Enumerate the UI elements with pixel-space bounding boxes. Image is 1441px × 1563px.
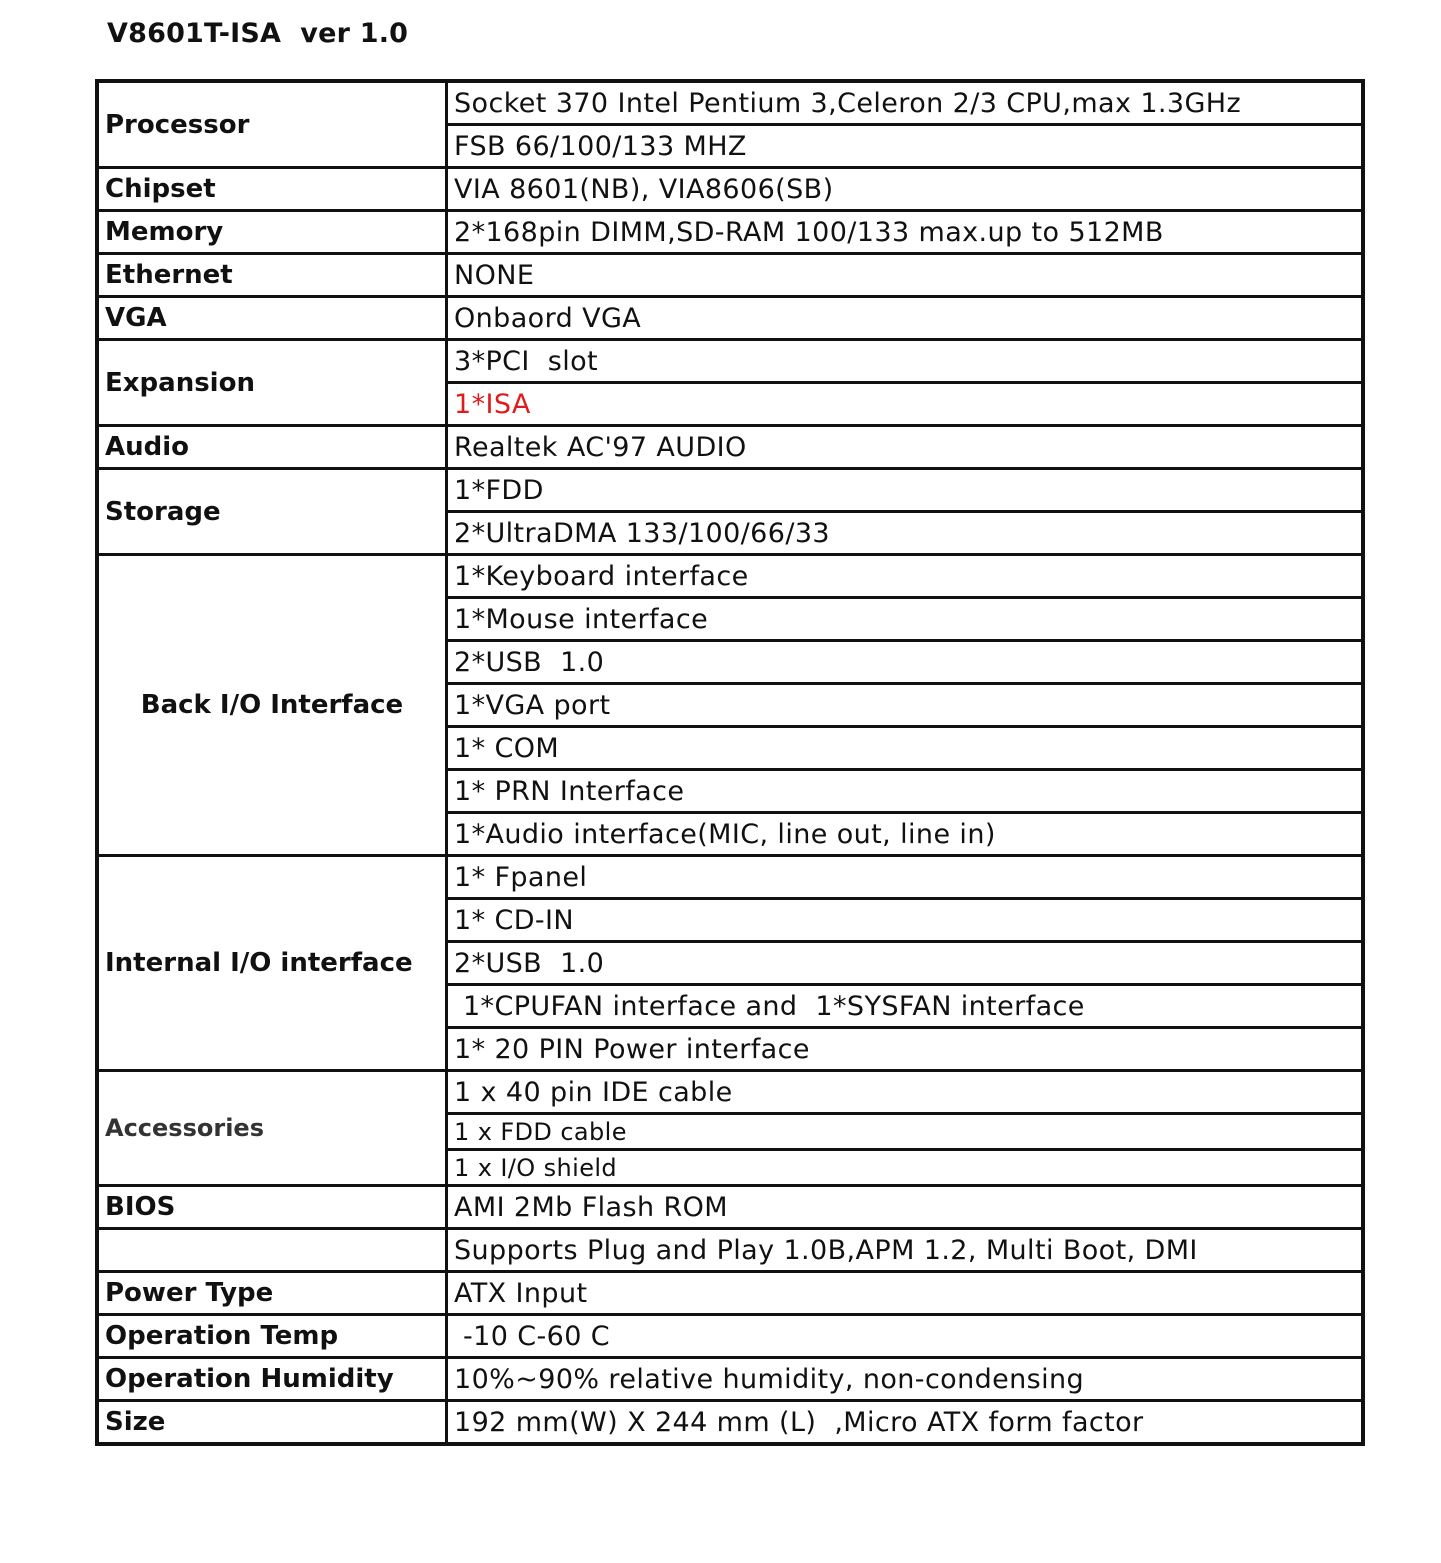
row-value: AMI 2Mb Flash ROM [447, 1186, 1364, 1229]
row-label-empty [97, 1229, 447, 1272]
table-row [97, 1186, 1363, 1229]
row-value: -10 C-60 C [447, 1315, 1364, 1358]
row-label-expansion: Expansion [97, 340, 447, 426]
row-value: Onbaord VGA [447, 297, 1364, 340]
row-label-audio: Audio [97, 426, 447, 469]
row-label-processor: Processor [97, 81, 447, 168]
document-title: V8601T-ISA ver 1.0 [107, 18, 409, 49]
row-value: 1 x 40 pin IDE cable [447, 1071, 1364, 1114]
row-value: 1*VGA port [447, 684, 1364, 727]
row-value: 2*168pin DIMM,SD-RAM 100/133 max.up to 512MB [447, 211, 1364, 254]
row-value: 192 mm(W) X 244 mm (L) ,Micro ATX form factor [447, 1401, 1364, 1445]
table-row [97, 1229, 1363, 1272]
row-value: 1* Fpanel [447, 856, 1364, 899]
row-label-operation-humidity: Operation Humidity [97, 1358, 447, 1401]
row-value: 1*FDD [447, 469, 1364, 512]
row-value: 1*Keyboard interface [447, 555, 1364, 598]
row-value: ATX Input [447, 1272, 1364, 1315]
row-label-memory: Memory [97, 211, 447, 254]
row-label-internal-io: Internal I/O interface [97, 856, 447, 1071]
table-row [97, 297, 1363, 340]
table-row [97, 1071, 1363, 1114]
row-label-operation-temp: Operation Temp [97, 1315, 447, 1358]
table-row [97, 254, 1363, 297]
row-value: 1* CD-IN [447, 899, 1364, 942]
table-row [97, 81, 1363, 125]
row-label-storage: Storage [97, 469, 447, 555]
row-label-bios: BIOS [97, 1186, 447, 1229]
row-value-highlight: 1*ISA [447, 383, 1364, 426]
table-row [97, 168, 1363, 211]
row-value: NONE [447, 254, 1364, 297]
row-value: Supports Plug and Play 1.0B,APM 1.2, Multi Boot, DMI [447, 1229, 1364, 1272]
row-value: FSB 66/100/133 MHZ [447, 125, 1364, 168]
table-row [97, 426, 1363, 469]
row-value: Socket 370 Intel Pentium 3,Celeron 2/3 CPU,max 1.3GHz [447, 81, 1364, 125]
row-value: 1*Mouse interface [447, 598, 1364, 641]
table-row [97, 1272, 1363, 1315]
row-label-size: Size [97, 1401, 447, 1445]
row-label-back-io: Back I/O Interface [97, 555, 447, 856]
row-label-power-type: Power Type [97, 1272, 447, 1315]
row-value: 1 x FDD cable [447, 1114, 1364, 1150]
row-label-chipset: Chipset [97, 168, 447, 211]
table-row [97, 555, 1363, 598]
table-row [97, 211, 1363, 254]
row-value: 1* 20 PIN Power interface [447, 1028, 1364, 1071]
table-row [97, 469, 1363, 512]
row-value: Realtek AC'97 AUDIO [447, 426, 1364, 469]
row-value: 1*Audio interface(MIC, line out, line in) [447, 813, 1364, 856]
spec-table [95, 79, 1365, 1446]
table-row [97, 340, 1363, 383]
row-value: 2*UltraDMA 133/100/66/33 [447, 512, 1364, 555]
row-value: 1 x I/O shield [447, 1150, 1364, 1186]
row-value: 1* PRN Interface [447, 770, 1364, 813]
row-label-vga: VGA [97, 297, 447, 340]
row-value: VIA 8601(NB), VIA8606(SB) [447, 168, 1364, 211]
table-row [97, 1315, 1363, 1358]
table-row [97, 1401, 1363, 1445]
row-value: 1*CPUFAN interface and 1*SYSFAN interface [447, 985, 1364, 1028]
row-value: 2*USB 1.0 [447, 641, 1364, 684]
row-label-ethernet: Ethernet [97, 254, 447, 297]
row-value: 3*PCI slot [447, 340, 1364, 383]
row-value: 1* COM [447, 727, 1364, 770]
row-value: 2*USB 1.0 [447, 942, 1364, 985]
table-row [97, 856, 1363, 899]
row-value: 10%~90% relative humidity, non-condensing [447, 1358, 1364, 1401]
table-row [97, 1358, 1363, 1401]
row-label-accessories: Accessories [97, 1071, 447, 1186]
